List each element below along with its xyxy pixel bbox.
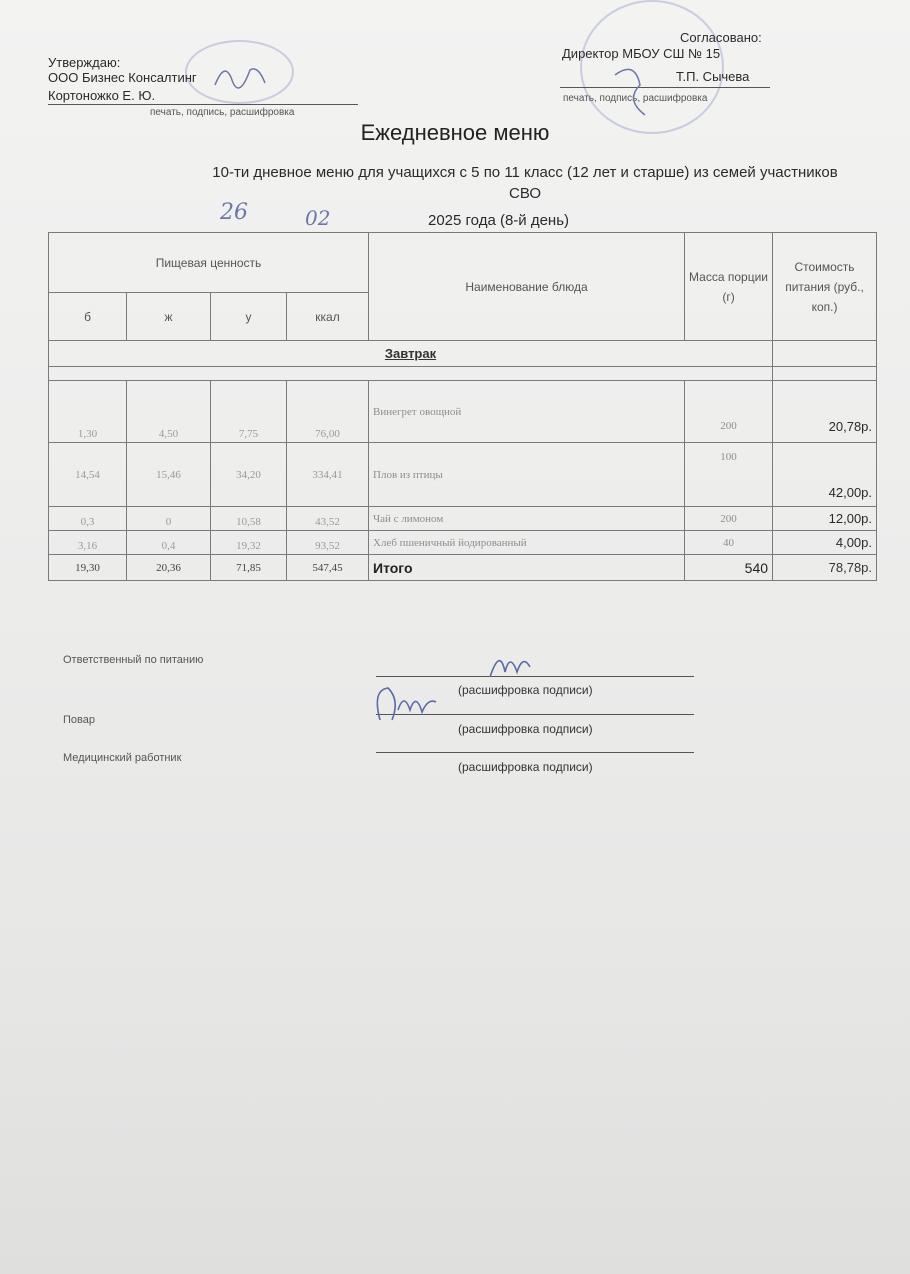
approve-org: ООО Бизнес Консалтинг: [48, 70, 197, 85]
role-responsible: Ответственный по питанию: [63, 654, 204, 666]
total-mass: 540: [685, 555, 773, 581]
total-b: 19,30: [49, 555, 127, 581]
cell-b: 1,30: [49, 381, 127, 443]
cell-u: 19,32: [211, 531, 287, 555]
responsible-signature-line: [376, 676, 694, 677]
table-row: [49, 443, 877, 507]
medic-caption: (расшифровка подписи): [458, 760, 593, 774]
cell-zh: 0: [127, 507, 211, 531]
cell-b: 14,54: [49, 443, 127, 507]
total-zh: 20,36: [127, 555, 211, 581]
cook-signature: [370, 680, 440, 730]
responsible-caption: (расшифровка подписи): [458, 683, 593, 697]
cell-cost: 12,00р.: [773, 507, 877, 531]
responsible-signature: [485, 642, 535, 682]
medic-signature-line: [376, 752, 694, 753]
cell-zh: 15,46: [127, 443, 211, 507]
cell-zh: 0,4: [127, 531, 211, 555]
cook-caption: (расшифровка подписи): [458, 722, 593, 736]
agree-heading: Согласовано:: [680, 30, 762, 45]
page-title: Ежедневное меню: [360, 120, 550, 145]
spacer-cost-cell: [773, 367, 877, 381]
total-row: [49, 555, 877, 581]
agree-person: Т.П. Сычева: [676, 69, 750, 84]
cell-mass: 200: [685, 507, 773, 531]
approve-signature-line: [48, 104, 358, 105]
cell-kcal: 334,41: [287, 443, 369, 507]
cell-cost: 4,00р.: [773, 531, 877, 555]
cell-dish: Чай с лимоном: [369, 507, 685, 531]
cell-mass: 40: [685, 531, 773, 555]
cell-dish: Хлеб пшеничный йодированный: [369, 531, 685, 555]
cell-kcal: 93,52: [287, 531, 369, 555]
subheader-kcal: ккал: [287, 293, 369, 341]
table-row: [49, 531, 877, 555]
cell-dish: Винегрет овощной: [369, 381, 685, 443]
page-subtitle: 10-ти дневное меню для учащихся с 5 по 11 класс (12 лет и старше) из семей участников СВО: [212, 164, 838, 202]
header-nutrition: Пищевая ценность: [49, 233, 369, 293]
approve-signature: [210, 55, 270, 95]
cell-cost: 20,78р.: [773, 381, 877, 443]
spacer-row: [49, 367, 877, 381]
cell-cost: 42,00р.: [773, 443, 877, 507]
approve-caption: печать, подпись, расшифровка: [150, 107, 295, 118]
agree-position: Директор МБОУ СШ № 15: [562, 46, 721, 61]
header-mass: Масса порции (г): [685, 233, 773, 341]
subheader-u: у: [211, 293, 287, 341]
cell-u: 10,58: [211, 507, 287, 531]
header-row: [49, 233, 877, 293]
agree-signature-line: [560, 87, 770, 88]
date-year: 2025 года (8-й день): [428, 212, 570, 229]
menu-table: [48, 232, 877, 581]
cell-kcal: 76,00: [287, 381, 369, 443]
approve-person: Кортоножко Е. Ю.: [48, 88, 156, 103]
cell-u: 7,75: [211, 381, 287, 443]
cell-zh: 4,50: [127, 381, 211, 443]
spacer-cell: [49, 367, 773, 381]
section-row: [49, 341, 877, 367]
total-label: Итого: [369, 555, 685, 581]
cell-b: 3,16: [49, 531, 127, 555]
header-cost: Стоимость питания (руб., коп.): [773, 233, 877, 341]
cell-b: 0,3: [49, 507, 127, 531]
date-month: 02: [305, 206, 331, 230]
section-breakfast: Завтрак: [49, 341, 773, 367]
role-medic: Медицинский работник: [63, 752, 182, 764]
cell-u: 34,20: [211, 443, 287, 507]
cell-kcal: 43,52: [287, 507, 369, 531]
date-day: 26: [220, 200, 248, 225]
role-cook: Повар: [63, 714, 95, 726]
agree-caption: печать, подпись, расшифровка: [563, 93, 708, 104]
table-row: [49, 381, 877, 443]
total-cost: 78,78р.: [773, 555, 877, 581]
table-row: [49, 507, 877, 531]
cell-mass: 200: [685, 381, 773, 443]
subheader-zh: ж: [127, 293, 211, 341]
total-kcal: 547,45: [287, 555, 369, 581]
subheader-b: б: [49, 293, 127, 341]
header-dish: Наименование блюда: [369, 233, 685, 341]
cell-dish: Плов из птицы: [369, 443, 685, 507]
agree-signature: [605, 55, 665, 125]
total-u: 71,85: [211, 555, 287, 581]
section-empty-cell: [773, 341, 877, 367]
cell-mass: 100: [685, 443, 773, 507]
approve-heading: Утверждаю:: [48, 55, 121, 70]
